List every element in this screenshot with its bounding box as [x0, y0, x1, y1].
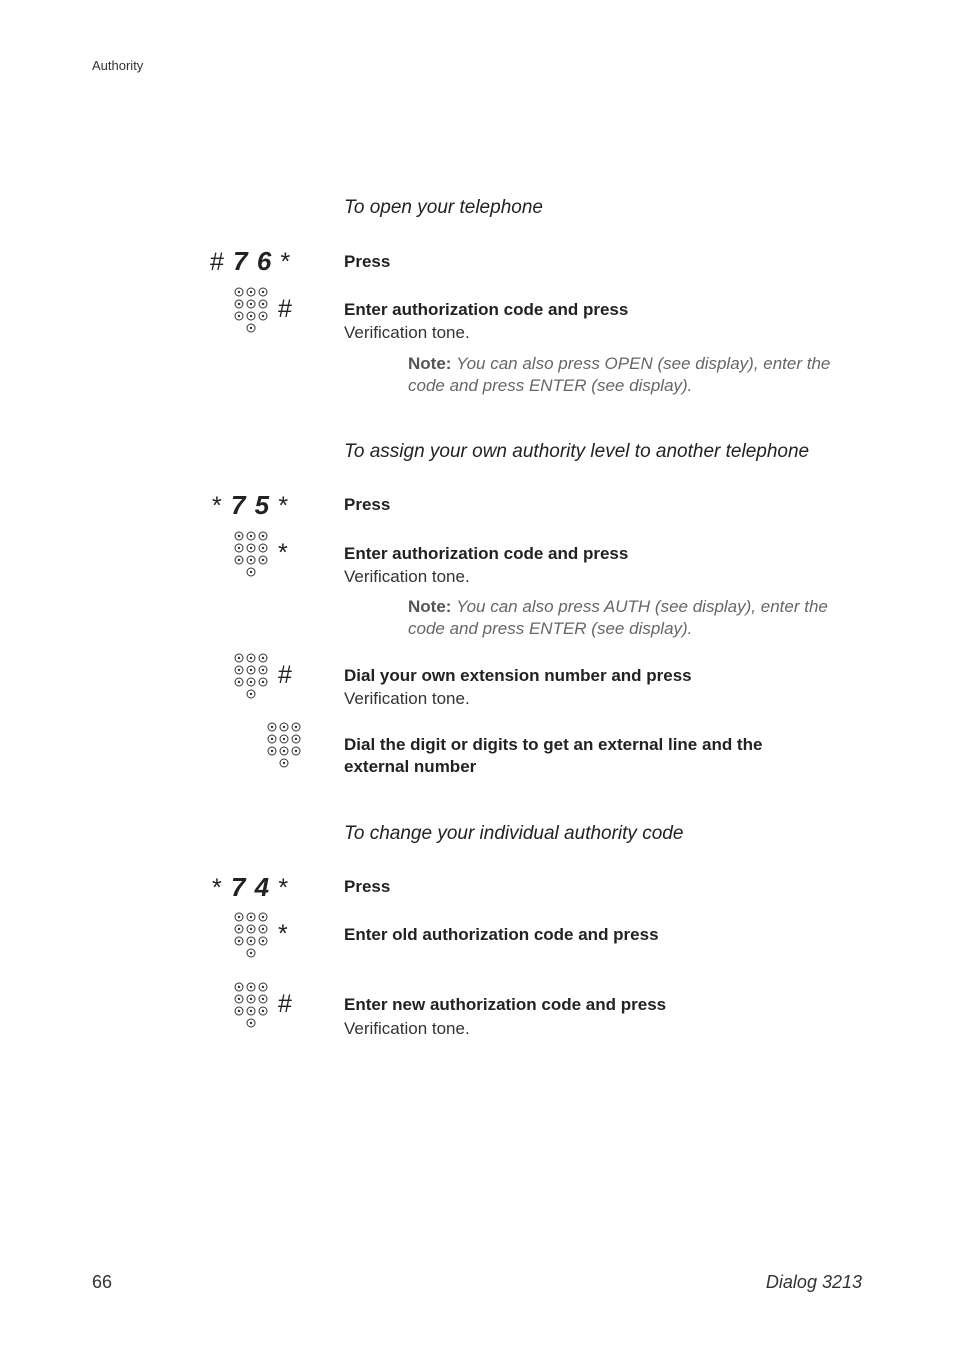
step-sub: Verification tone. [344, 567, 470, 586]
star-key-icon: * [278, 492, 290, 520]
step-sub: Verification tone. [344, 1019, 470, 1038]
keypad-icon [233, 531, 269, 577]
step-label: Press [344, 877, 391, 896]
step-label: Enter authorization code and press [344, 544, 629, 563]
step-label: Dial the digit or digits to get an external line and the [344, 735, 763, 754]
note [408, 596, 858, 639]
note-prefix: Note: [408, 354, 452, 373]
star-key-icon: * [278, 874, 290, 902]
step-label: Press [344, 495, 391, 514]
document-title: Dialog 3213 [765, 1272, 862, 1292]
step-label: Press [344, 252, 391, 271]
step-label: Enter new authorization code and press [344, 995, 667, 1014]
star-key-icon: * [278, 920, 288, 948]
star-key-icon: * [278, 539, 288, 567]
note [408, 353, 858, 396]
key-sequence-open [210, 246, 291, 277]
hash-key-icon: # [210, 248, 225, 276]
running-header: Authority [92, 58, 144, 73]
code-digits: 7 4 [230, 872, 271, 902]
step-sub: Verification tone. [344, 689, 470, 708]
code-digits: 7 5 [230, 490, 271, 520]
keypad-icon [266, 722, 302, 768]
hash-key-icon: # [278, 990, 292, 1018]
keypad-icon [233, 287, 269, 333]
note-text: You can also press OPEN (see display), enter the code and press ENTER (see display). [408, 354, 831, 395]
keypad-icon [233, 982, 269, 1028]
step-label: external number [344, 757, 477, 776]
note-text: You can also press AUTH (see display), enter the code and press ENTER (see display). [408, 597, 828, 638]
key-sequence-change [212, 872, 289, 903]
code-digits: 7 6 [233, 246, 273, 276]
hash-key-icon: # [278, 661, 292, 689]
star-key-icon: * [212, 874, 223, 902]
star-key-icon: * [280, 248, 292, 276]
hash-key-icon: # [278, 295, 292, 323]
step-sub: Verification tone. [344, 323, 470, 342]
keypad-icon [233, 653, 269, 699]
section-heading-change: To change your individual authority code [344, 823, 684, 844]
key-sequence-assign [212, 490, 289, 521]
step-label: Enter authorization code and press [344, 300, 629, 319]
keypad-icon [233, 912, 269, 958]
page-number: 66 [92, 1272, 113, 1292]
step-label: Enter old authorization code and press [344, 925, 659, 944]
section-heading-open: To open your telephone [344, 197, 543, 218]
step-label: Dial your own extension number and press [344, 666, 692, 685]
note-prefix: Note: [408, 597, 452, 616]
section-heading-assign: To assign your own authority level to another telephone [344, 441, 810, 462]
star-key-icon: * [212, 492, 223, 520]
